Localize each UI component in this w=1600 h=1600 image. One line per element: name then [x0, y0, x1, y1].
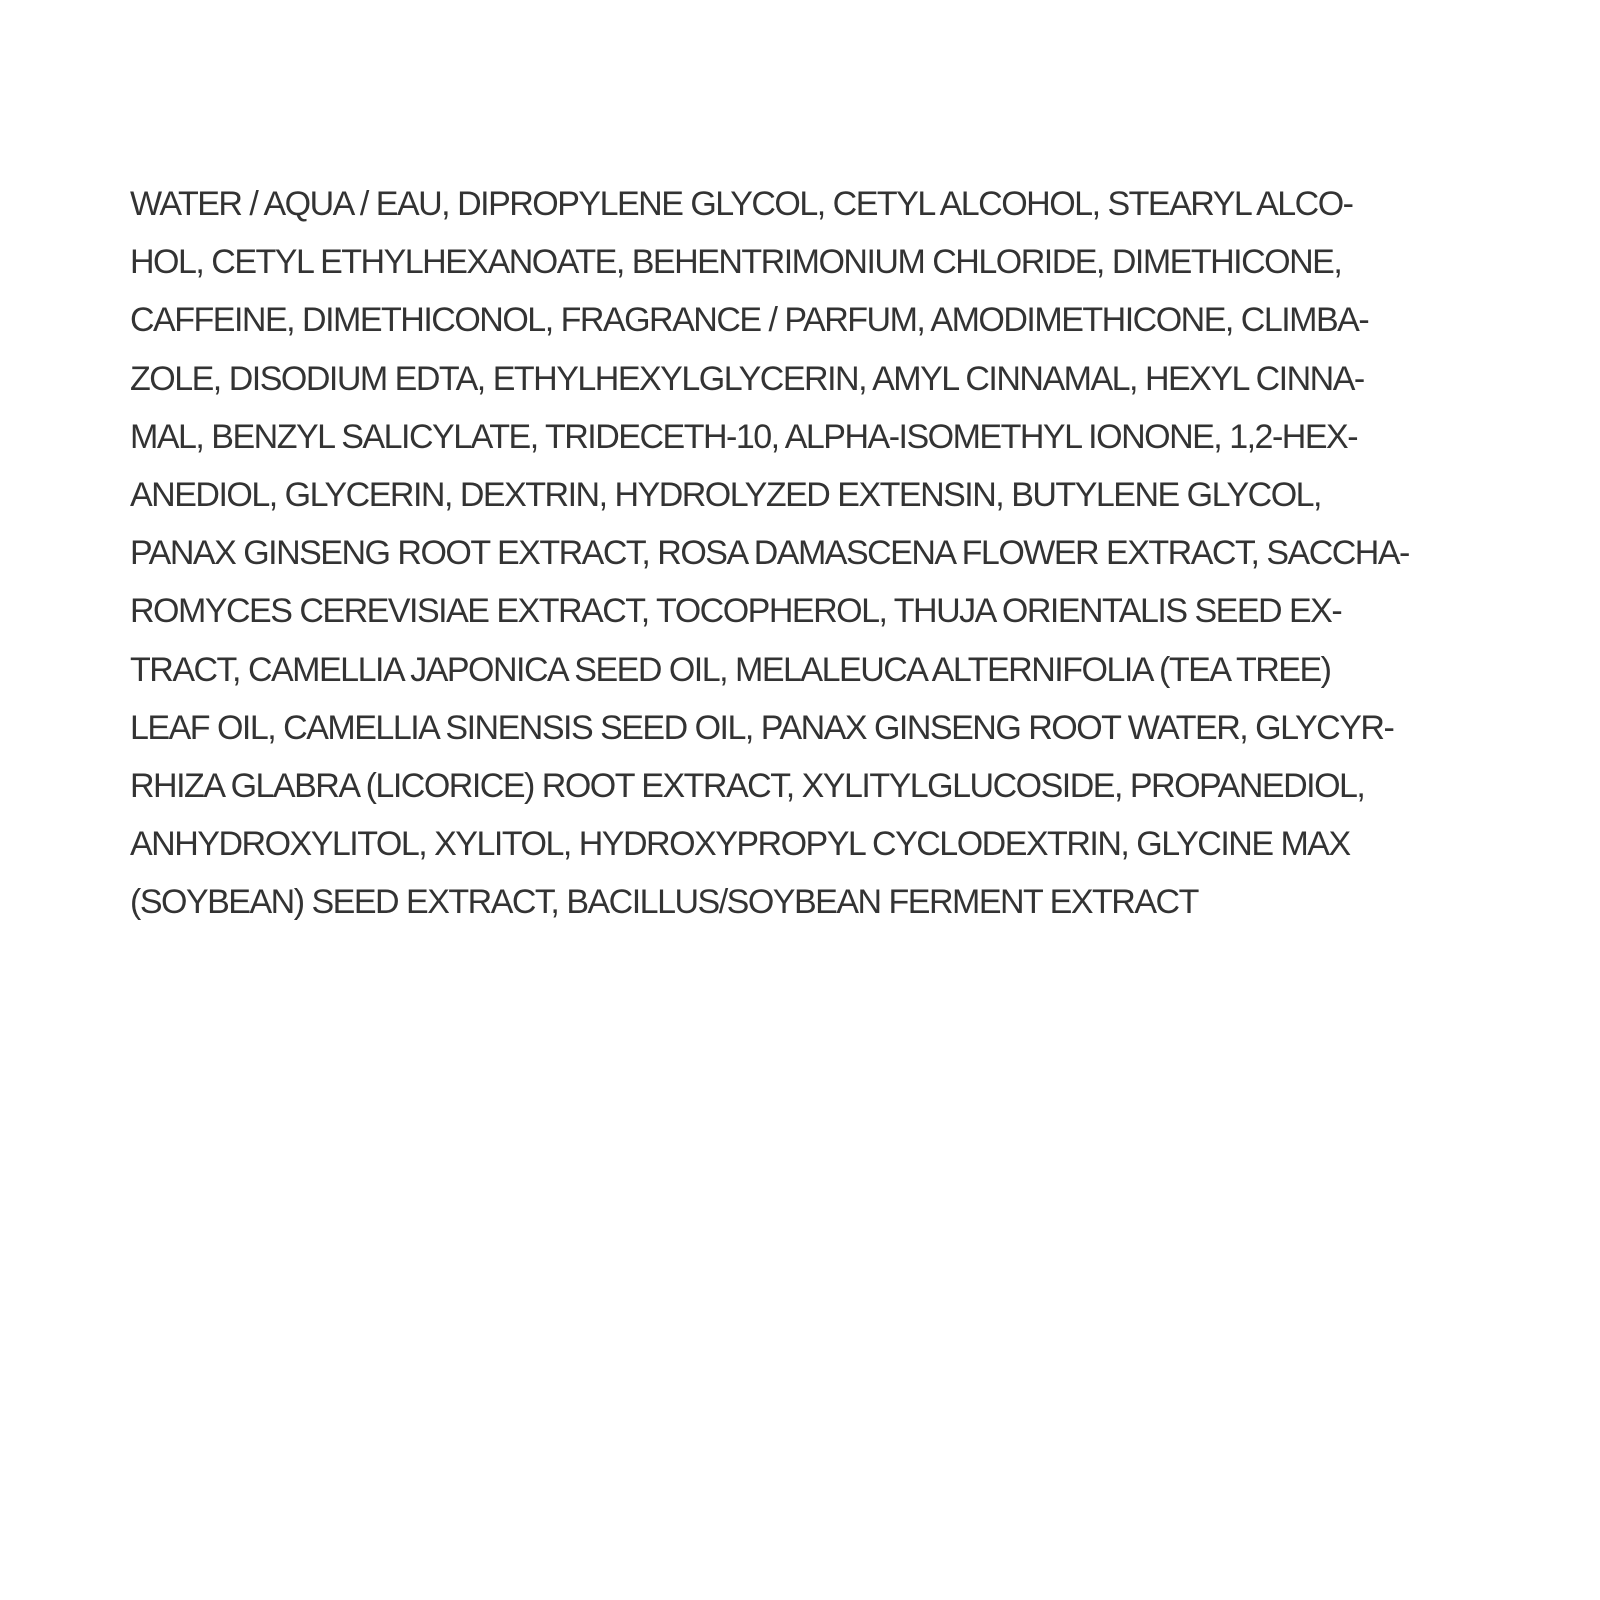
ingredients-line: LEAF OIL, CAMELLIA SINENSIS SEED OIL, PANAX GINSENG ROOT WATER, GLYCYR-	[130, 708, 1394, 747]
ingredients-line: HOL, CETYL ETHYLHEXANOATE, BEHENTRIMONIUM CHLORIDE, DIMETHICONE,	[130, 243, 1342, 282]
ingredients-line: (SOYBEAN) SEED EXTRACT, BACILLUS/SOYBEAN FERMENT EXTRACT	[130, 883, 1198, 922]
ingredients-line: WATER / AQUA / EAU, DIPROPYLENE GLYCOL, CETYL ALCOHOL, STEARYL ALCO-	[130, 185, 1353, 223]
ingredients-line: ANHYDROXYLITOL, XYLITOL, HYDROXYPROPYL CYCLODEXTRIN, GLYCINE MAX	[130, 825, 1350, 864]
ingredients-line: ROMYCES CEREVISIAE EXTRACT, TOCOPHEROL, THUJA ORIENTALIS SEED EX-	[130, 592, 1342, 631]
ingredients-line: PANAX GINSENG ROOT EXTRACT, ROSA DAMASCENA FLOWER EXTRACT, SACCHA-	[130, 534, 1409, 573]
ingredients-line: RHIZA GLABRA (LICORICE) ROOT EXTRACT, XYLITYLGLUCOSIDE, PROPANEDIOL,	[130, 767, 1365, 806]
ingredients-line: ZOLE, DISODIUM EDTA, ETHYLHEXYLGLYCERIN, AMYL CINNAMAL, HEXYL CINNA-	[130, 359, 1364, 398]
ingredients-line: MAL, BENZYL SALICYLATE, TRIDECETH-10, ALPHA-ISOMETHYL IONONE, 1,2-HEX-	[130, 417, 1358, 456]
ingredients-line: ANEDIOL, GLYCERIN, DEXTRIN, HYDROLYZED EXTENSIN, BUTYLENE GLYCOL,	[130, 476, 1321, 515]
ingredients-line: CAFFEINE, DIMETHICONOL, FRAGRANCE / PARFUM, AMODIMETHICONE, CLIMBA-	[130, 301, 1369, 340]
ingredients-list	[130, 175, 1490, 932]
ingredients-line: TRACT, CAMELLIA JAPONICA SEED OIL, MELALEUCA ALTERNIFOLIA (TEA TREE)	[130, 650, 1331, 689]
